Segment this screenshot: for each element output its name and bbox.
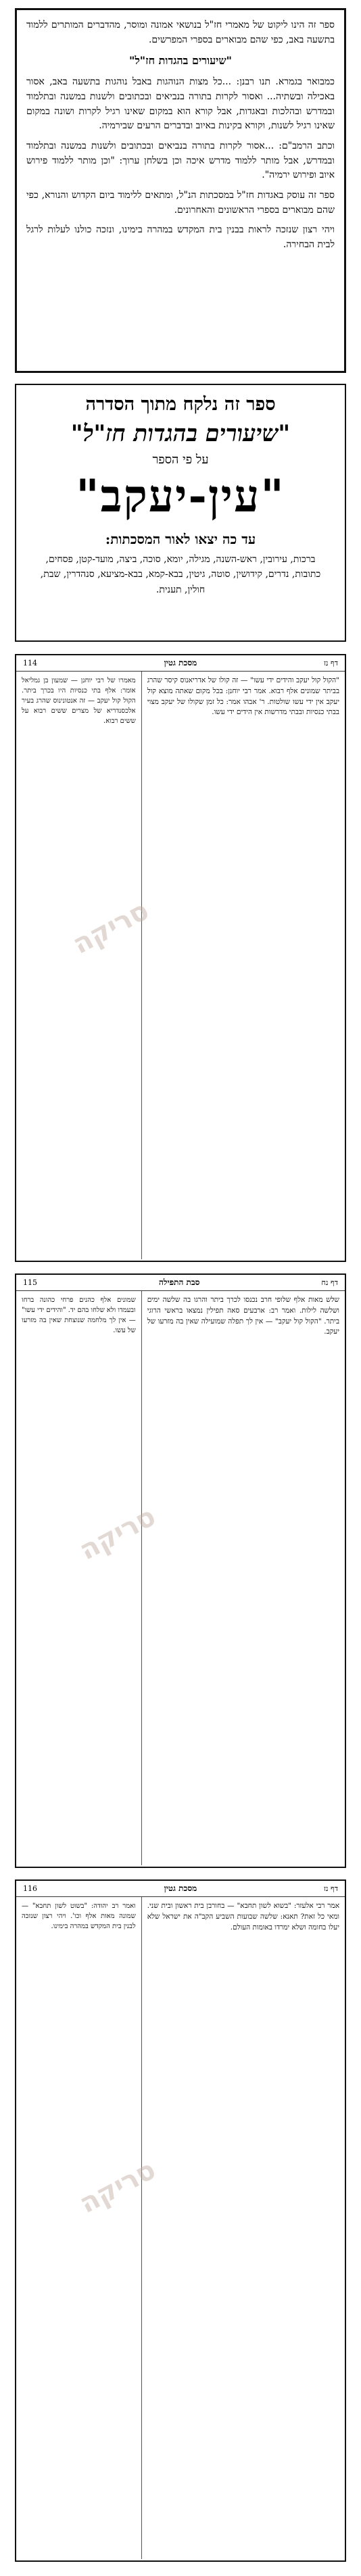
series-intro-line: ספר זה נלקח מתוך הסדרה <box>85 394 276 415</box>
watermark: סריקה <box>68 894 154 961</box>
intro-paragraph-3: וכתב הרמב"ם: ...אסור לקרות בתורה בנביאים ובכתובים ולשנות במשנה ובתלמוד ובמדרש, אבל מותר ללמוד מדרש איכה וכן בשלחן ערוך: "וכן מותר ללמוד פירוש איוב ופירוש ירמיה". <box>26 140 335 181</box>
main-text-column: שלש מאות אלף שלופי חרב נכנסו לכרך ביתר והרגו בה שלשה ימים ושלשה לילות. ואמר רב: ארבעים סאה תפילין נמצאו בראשי הרוגי ביתר. "הקול קול יעקב" — אין לך תפלה שמועילה שאין בה מזרעו של יעקב. <box>141 1291 345 1865</box>
commentary-column: מאמרו של רבי יוחנן — שמעון בן גמליאל אומר: אלף בתי כנסיות היו בכרך ביתר. הקול קול יעקב — זה אנטונינוס שהרג בעיר אלכסנדריא של מצרים ששים רבוא על ששים רבוא. <box>22 677 136 725</box>
intro-paragraph-1: ספר זה הינו ליקוט של מאמרי חז"ל בנושאי אמונה ומוסר, מהדברים המותרים ללמוד בתשעה באב, כפי שהם מבוארים בספרי המפרשים. <box>26 20 335 45</box>
intro-paragraph-2: כמבואר בגמרא. תנו רבנן: ...כל מצות הנוהגות באבל נוהגות בתשעה באב, אסור באכילה ובשתיה... ואסור לקרות בתורה בנביאים ובכתובים ולשנות במשנה ובתלמוד ובמדרש ובהלכות ובאגדות, אבל קורא הוא במקום שאינו רגיל לקרות ושונה במקום שאינו רגיל לשנות, וקורא בקינות באיוב ובדברים הרעים שבירמיה. <box>26 76 335 132</box>
page-masechet: סבת התפילה <box>158 1278 200 1287</box>
tractate-list: ברכות, עירובין, ראש-השנה, מגילה, יומא, סוכה, ביצה, מועד-קטן, פסחים, כתובות, נדרים, קידושין, סוטה, גיטין, בבא-קמא, בבא-מציעא, סנהדרין, שבת, חולין, תענית. <box>40 553 321 595</box>
main-text-column: "הקול קול יעקב והידים ידי עשו" — זה קולו של אדריאנוס קיסר שהרג בביתר שמונים אלף רבוא. אמר רבי יוחנן: בכל מקום שאתה מוצא קול יעקב אין ידי עשו שולטות. ר' אבהו אמר: כל זמן שקולו של יעקב מצוי בבתי כנסיות ובבתי מדרשות אין הידים ידי עשו. <box>141 672 345 1259</box>
intro-paragraph-4: ספר זה עוסק באגדות חז"ל במסכתות הנ"ל, ומתאים ללימוד ביום הקדוש והנורא, כפי שהם מבוארים בספרי הראשונים והאחרונים. <box>26 189 335 216</box>
page-section: דף נז <box>323 1884 338 1893</box>
commentary-column: ואמר רב יהודה: "בשוט לשון תחבא" — שמונה מאות אלף וכו'. ויהי רצון שנזכה לבנין בית המקדש במהרה בימינו. <box>22 1902 136 1930</box>
intro-subhead: "שיעורים בהגדות חז"ל" <box>128 54 232 68</box>
scanned-page-114 <box>15 654 346 1262</box>
intro-box <box>15 8 346 373</box>
intro-paragraph-5: ויהי רצון שנזכה לראות בבנין בית המקדש במהרה בימינו, ונזכה כולנו לעלות לרגל לבית הבחירה. <box>26 224 335 251</box>
page-number: 115 <box>23 1278 37 1287</box>
main-text-column: אמר רבי אלעזר: "בשוא לשון תחבא" — בחורבן בית ראשון ובית שני. ומאי כל זאת? תאנא: שלשה שבועות השביע הקב"ה את ישראל שלא יעלו בחומה ושלא ימרדו באומות העולם. <box>141 1897 345 2559</box>
series-title-block <box>15 384 346 642</box>
scanned-page-116 <box>15 1879 346 2562</box>
page-section: דף נח <box>321 1278 338 1287</box>
watermark: סריקה <box>74 1500 161 1567</box>
watermark: סריקה <box>74 2154 161 2220</box>
page-masechet: מסכת גטין <box>164 1884 197 1893</box>
page-masechet: מסכת גטין <box>164 658 197 667</box>
page-header <box>16 1881 345 1897</box>
page-number: 114 <box>23 659 38 667</box>
page-header <box>16 655 345 672</box>
published-heading: עד כה יצאו לאור המסכתות: <box>105 530 256 547</box>
based-on-line: על פי הספר <box>152 452 209 467</box>
page-header <box>16 1275 345 1291</box>
scanned-page-115 <box>15 1273 346 1868</box>
commentary-column: שמונים אלף כהנים פרחי כהונה ברחו ובעמדו ולא שלחו בהם יד. "והידים ידי עשו" — אין לך מלחמה שנוצחת שאין בה מזרעו של עשו. <box>22 1296 136 1334</box>
page-number: 116 <box>23 1884 38 1893</box>
page-section: דף נז <box>323 659 338 667</box>
series-name: "שיעורים בהגדות חז"ל" <box>70 420 291 447</box>
book-name: "עין-יעקב" <box>76 469 285 522</box>
